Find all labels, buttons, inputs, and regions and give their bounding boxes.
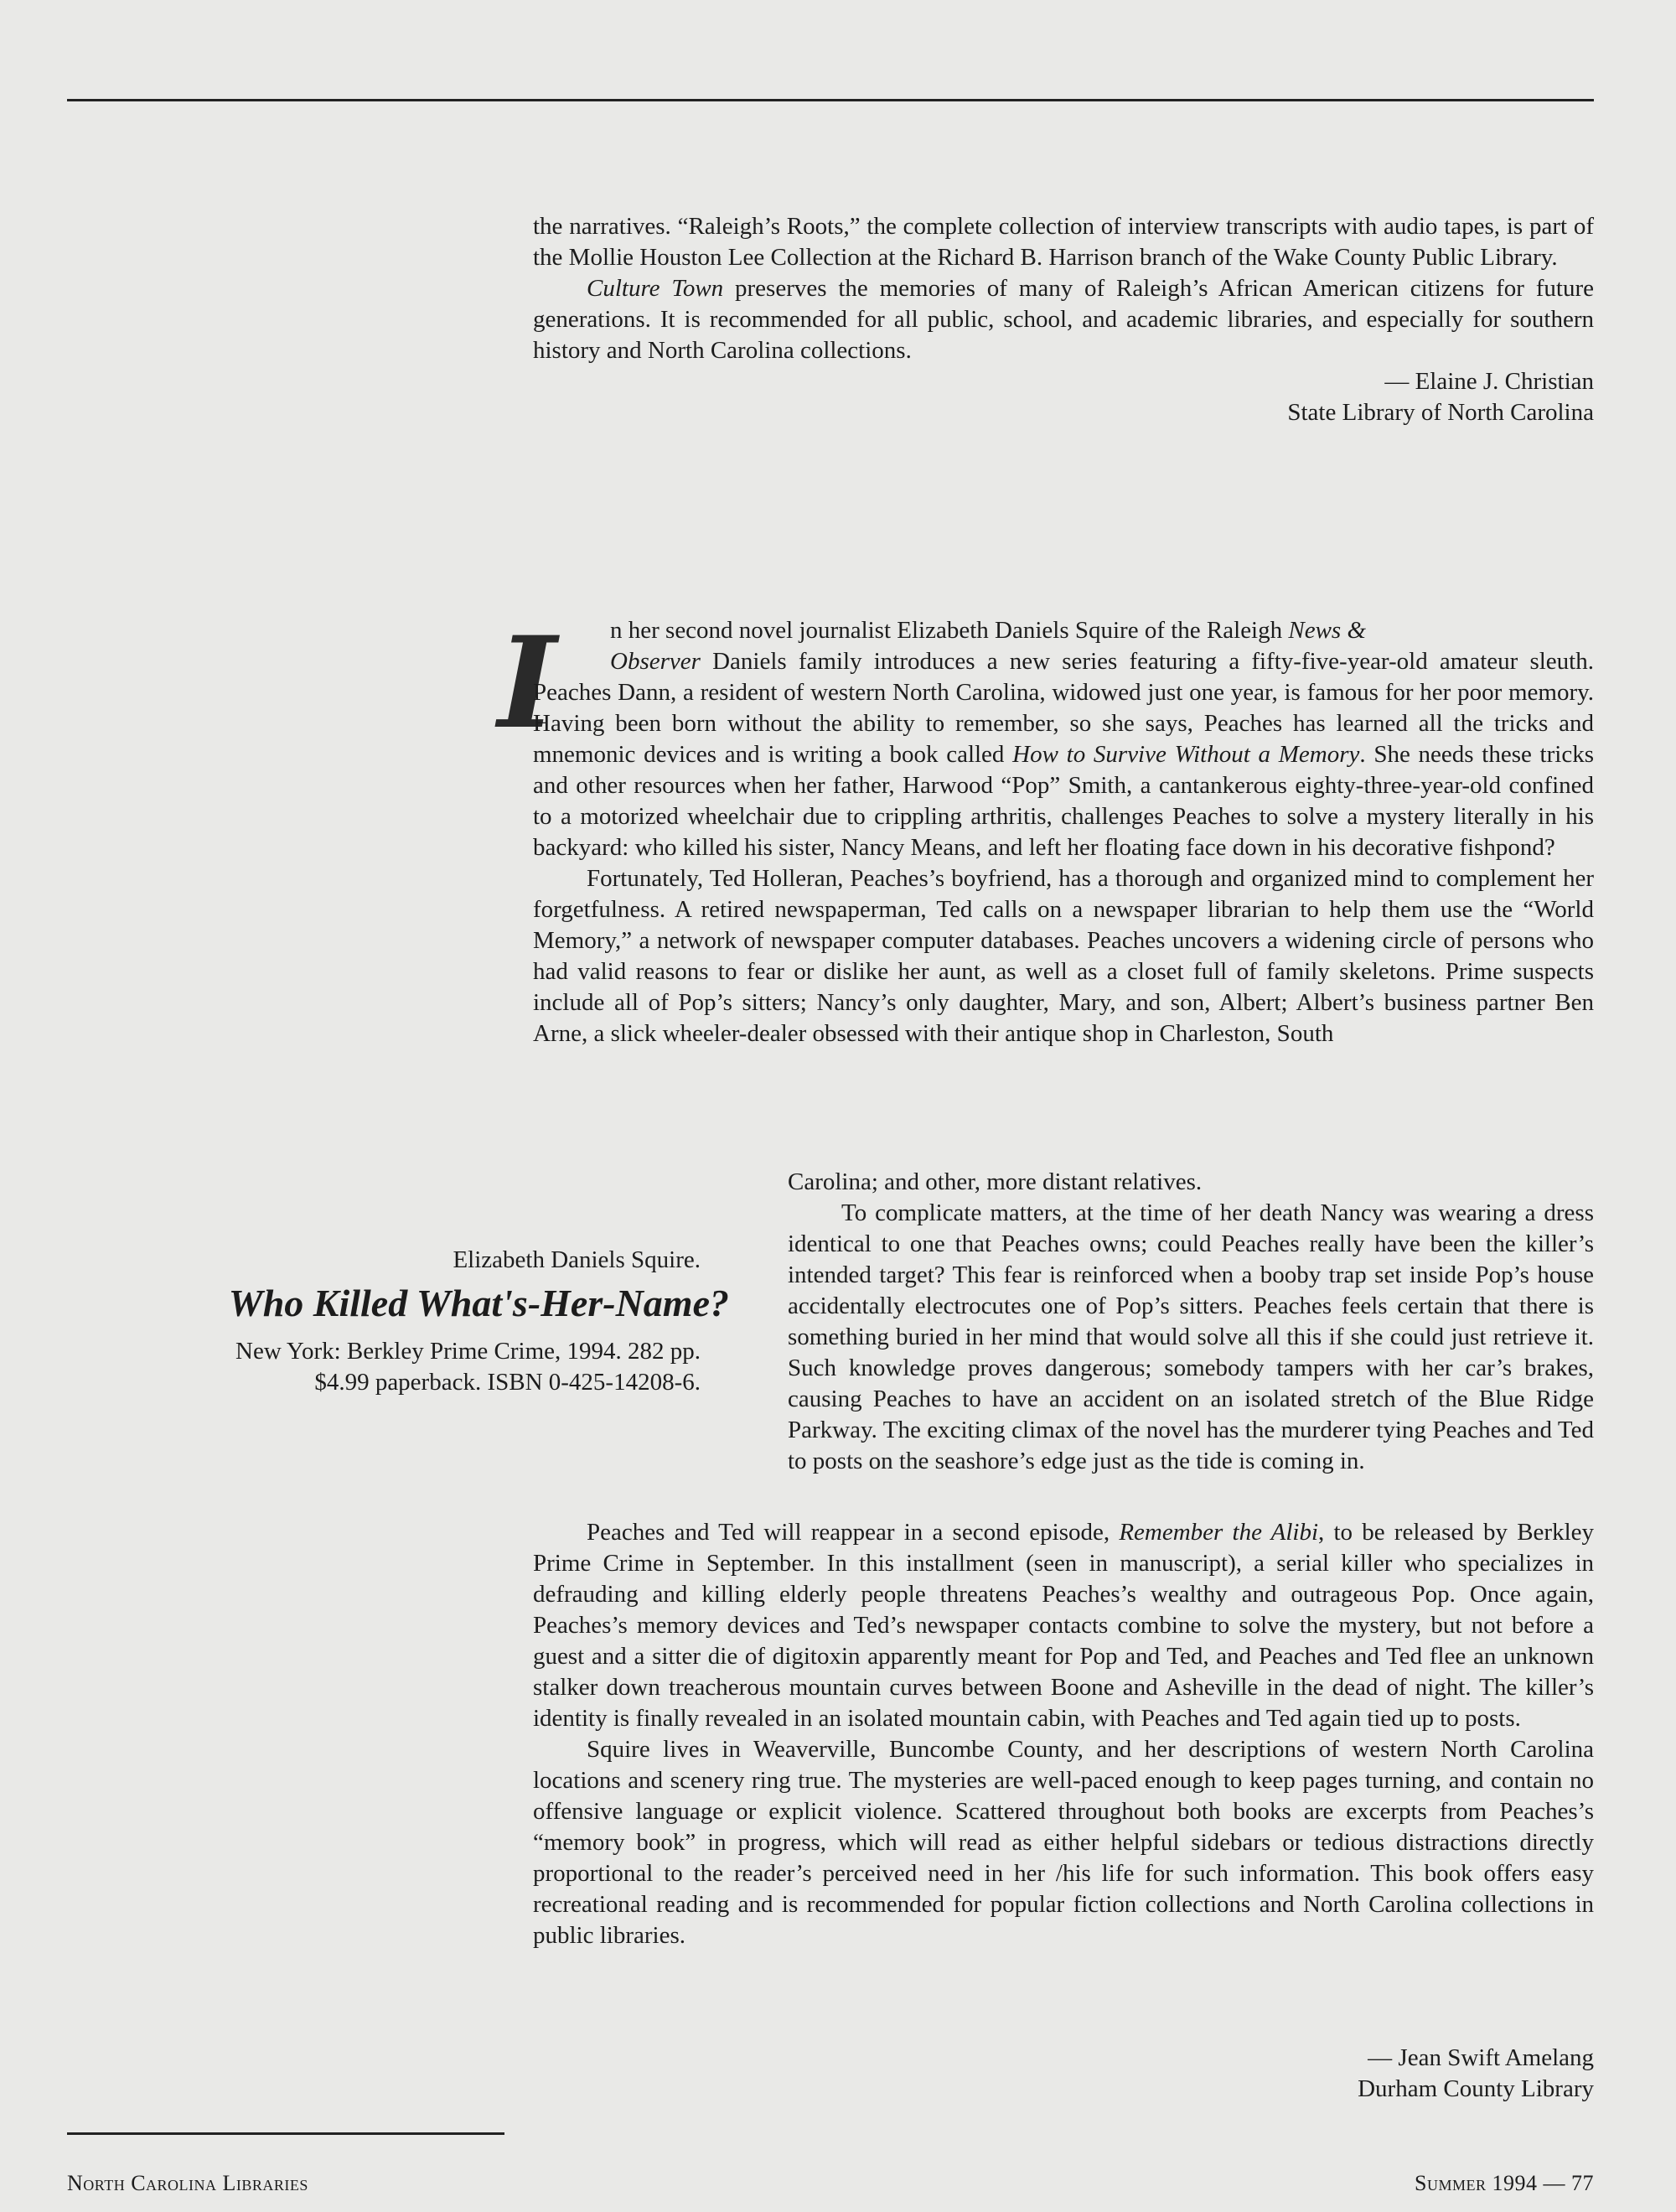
review-p4-book: Remember the Alibi	[1119, 1519, 1319, 1546]
review-p1-newspaper: News &	[1288, 617, 1367, 644]
footer-issue-page: Summer 1994 — 77	[1415, 2171, 1594, 2195]
book-citation	[126, 1245, 729, 1398]
book-publisher: New York: Berkley Prime Crime, 1994. 282 pp.	[235, 1338, 701, 1365]
intro-paragraph-2-text: preserves the memories of many of Raleigh’s African American citizens for future generations. It is recommended for all public, school, and academic libraries, and especially for southern history and North Carolina collections.	[533, 275, 1594, 364]
drop-cap: I	[498, 609, 557, 757]
review-p1-end: . She needs these tricks and other resources when her father, Harwood “Pop” Smith, a cantankerous eighty-three-year-old confined to a motorized wheelchair due to crippling arthritis, challenges Peaches to solve a mystery literally in his backyard: who killed his sister, Nancy Means, and left her floating face down in his decorative fishpond?	[533, 741, 1594, 861]
review-signature-org: Durham County Library	[1358, 2075, 1594, 2102]
review-p1-middle: Daniels family introduces a new series featuring a fifty-five-year-old amateur sleuth. Peaches Dann, a resident of western North Carolina, widowed just one year, is famous for her poor memory. Having been born without the ability to remember, so she says, Peaches has learned all the tricks and mnemonic devices and is writing a book called	[533, 648, 1594, 768]
review-paragraph-5: Squire lives in Weaverville, Buncombe County, and her descriptions of western North Carolina locations and scenery ring true. The mysteries are well-paced enough to keep pages turning, and contain no offensive language or explicit violence. Scattered throughout both books are excerpts from Peaches’s “memory book” in progress, which will read as either helpful sidebars or tedious distractions directly proportional to the reader’s perceived need in her /his life for such information. This book offers easy recreational reading and is recommended for popular fiction collections and North Carolina collections in public libraries.	[533, 1736, 1594, 1949]
intro-signature-name: — Elaine J. Christian	[1384, 368, 1594, 395]
review-body-top	[533, 615, 1594, 1049]
review-continuation	[533, 211, 1594, 428]
review-p1-start: n her second novel journalist Elizabeth Daniels Squire of the Raleigh	[610, 617, 1289, 644]
intro-signature-org: State Library of North Carolina	[1287, 399, 1594, 426]
intro-paragraph-2	[533, 273, 1594, 366]
book-price-isbn: $4.99 paperback. ISBN 0-425-14208-6.	[314, 1369, 701, 1396]
book-author: Elizabeth Daniels Squire.	[453, 1246, 701, 1273]
book-title: Who Killed What's-Her-Name?	[228, 1282, 729, 1324]
review-body-middle	[788, 1167, 1594, 1477]
intro-paragraph-1: the narratives. “Raleigh’s Roots,” the complete collection of interview transcripts with audio tapes, is part of the Mollie Houston Lee Collection at the Richard B. Harrison branch of the Wake County Public Library.	[533, 213, 1594, 271]
review-paragraph-3: To complicate matters, at the time of her death Nancy was wearing a dress identical to one that Peaches owns; could Peaches really have been the killer’s intended target? This fear is reinforced when a booby trap set inside Pop’s house accidentally electrocutes one of Pop’s sitters. Peaches feels certain that there is something buried in her mind that would solve all this if she could just retrieve it. Such knowledge proves dangerous; somebody tampers with her car’s brakes, causing Peaches to have an accident on an isolated stretch of the Blue Ridge Parkway. The exciting climax of the novel has the murderer tying Peaches and Ted to posts on the seashore’s edge just as the tide is coming in.	[788, 1199, 1594, 1474]
review-signature-name: — Jean Swift Amelang	[1368, 2044, 1594, 2071]
review-paragraph-2: Fortunately, Ted Holleran, Peaches’s boyfriend, has a thorough and organized mind to complement her forgetfulness. A retired newspaperman, Ted calls on a newspaper librarian to help them use the “World Memory,” a network of newspaper computer databases. Peaches uncovers a widening circle of persons who had valid reasons to fear or dislike her aunt, as well as a closet full of family skeletons. Prime suspects include all of Pop’s sitters; Nancy’s only daughter, Mary, and son, Albert; Albert’s business partner Ben Arne, a slick wheeler-dealer obsessed with their antique shop in Charleston, South	[533, 865, 1594, 1047]
review-paragraph-1	[533, 615, 1594, 863]
bottom-rule	[67, 2132, 504, 2135]
review-p1-book: How to Survive Without a Memory	[1012, 741, 1360, 768]
review-body-bottom	[533, 1517, 1594, 1951]
review-p1-newspaper-2: Observer	[610, 648, 701, 675]
footer-journal-name: North Carolina Libraries	[67, 2171, 308, 2195]
review-signature	[1089, 2043, 1594, 2105]
intro-book-title: Culture Town	[587, 275, 724, 302]
top-rule	[67, 99, 1594, 101]
review-paragraph-4: Peaches and Ted will reappear in a second episode, Remember the Alibi, to be released by Berkley Prime Crime in September. In this installment (seen in manuscript), a serial killer who specializes in defrauding and killing elderly people threatens Peaches’s wealthy and outrageous Pop. Once again, Peaches’s memory devices and Ted’s newspaper contacts combine to solve the mystery, but not before a guest and a sitter die of digitoxin apparently meant for Pop and Ted, and Peaches and Ted flee an unknown stalker down treacherous mountain curves between Boone and Asheville in the dead of night. The killer’s identity is finally revealed in an isolated mountain cabin, with Peaches and Ted again tied up to posts.	[533, 1519, 1594, 1732]
review-paragraph-2-cont: Carolina; and other, more distant relatives.	[788, 1168, 1203, 1195]
